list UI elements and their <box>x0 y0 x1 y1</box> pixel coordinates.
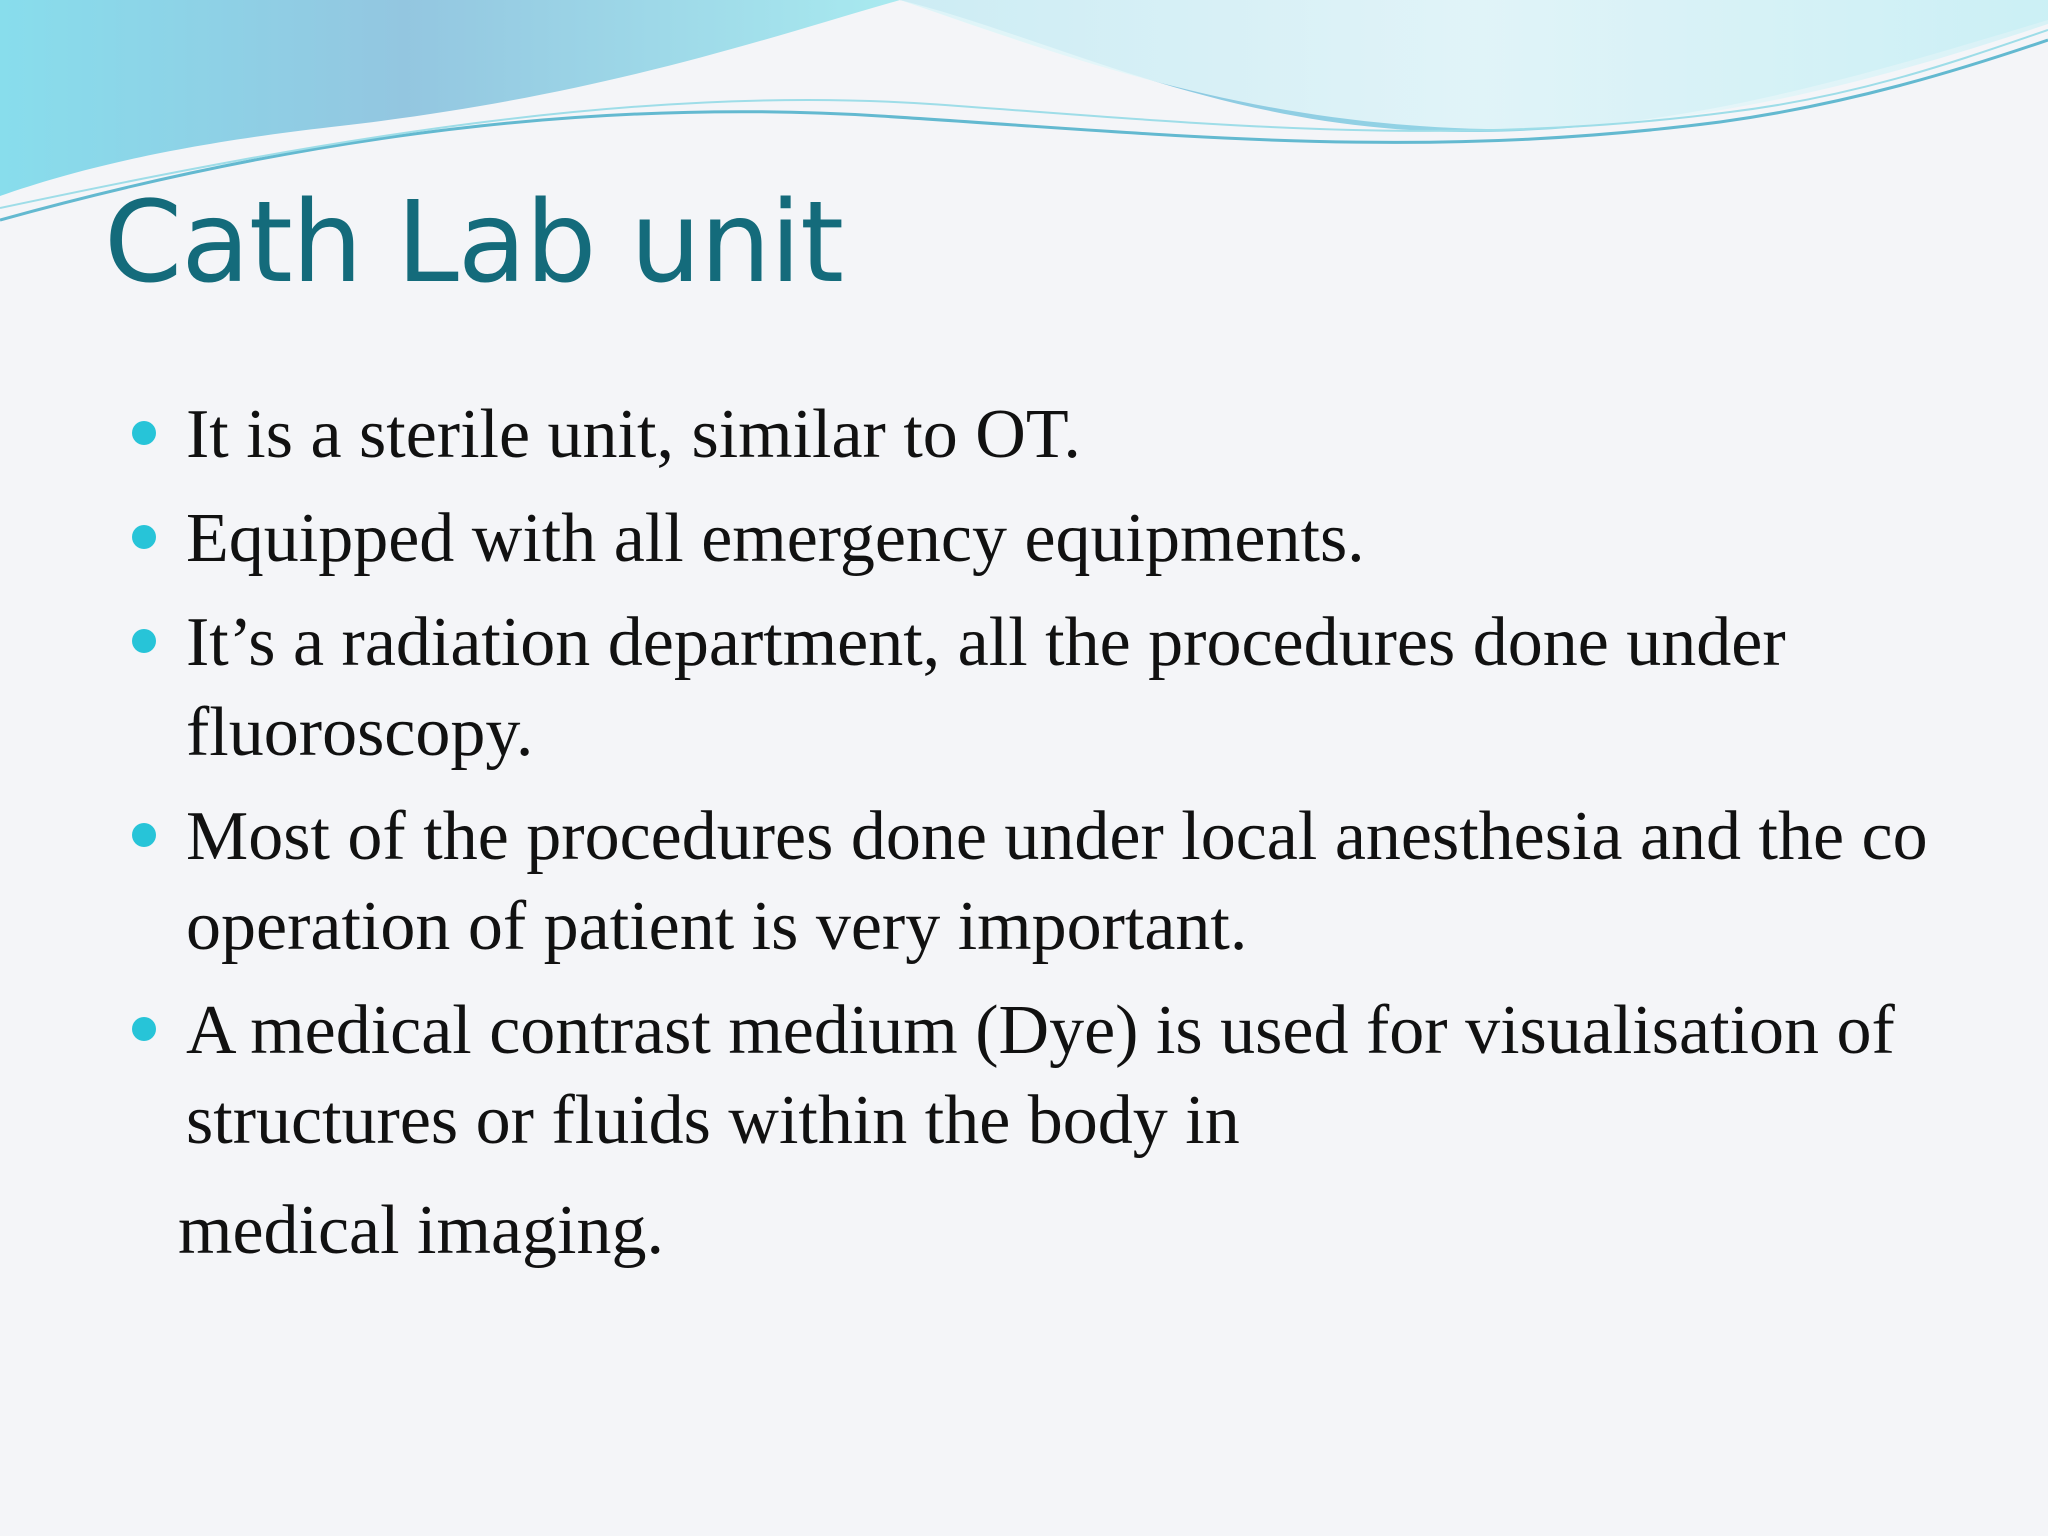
bullet-item <box>132 494 1962 584</box>
bullet-text: A medical contrast medium (Dye) is used for visualisation of structures or fluids within the body in <box>186 992 1895 1159</box>
bullet-text: Most of the procedures done under local anesthesia and the co operation of patient is very important. <box>186 798 1928 965</box>
bullet-item <box>132 390 1962 480</box>
bullet-item <box>132 598 1962 778</box>
slide-title: Cath Lab unit <box>104 178 844 308</box>
bullet-text: It’s a radiation department, all the procedures done under fluoroscopy. <box>186 604 1786 771</box>
bullet-text: It is a sterile unit, similar to OT. <box>186 396 1081 473</box>
bullet-icon <box>132 1017 156 1041</box>
bullet-item <box>132 986 1962 1166</box>
bullet-continuation-text: medical imaging. <box>178 1192 664 1269</box>
bullet-list <box>132 390 1962 1180</box>
bullet-text: Equipped with all emergency equipments. <box>186 500 1365 577</box>
bullet-icon <box>132 525 156 549</box>
bullet-icon <box>132 823 156 847</box>
bullet-icon <box>132 629 156 653</box>
bullet-icon <box>132 421 156 445</box>
bullet-item <box>132 792 1962 972</box>
